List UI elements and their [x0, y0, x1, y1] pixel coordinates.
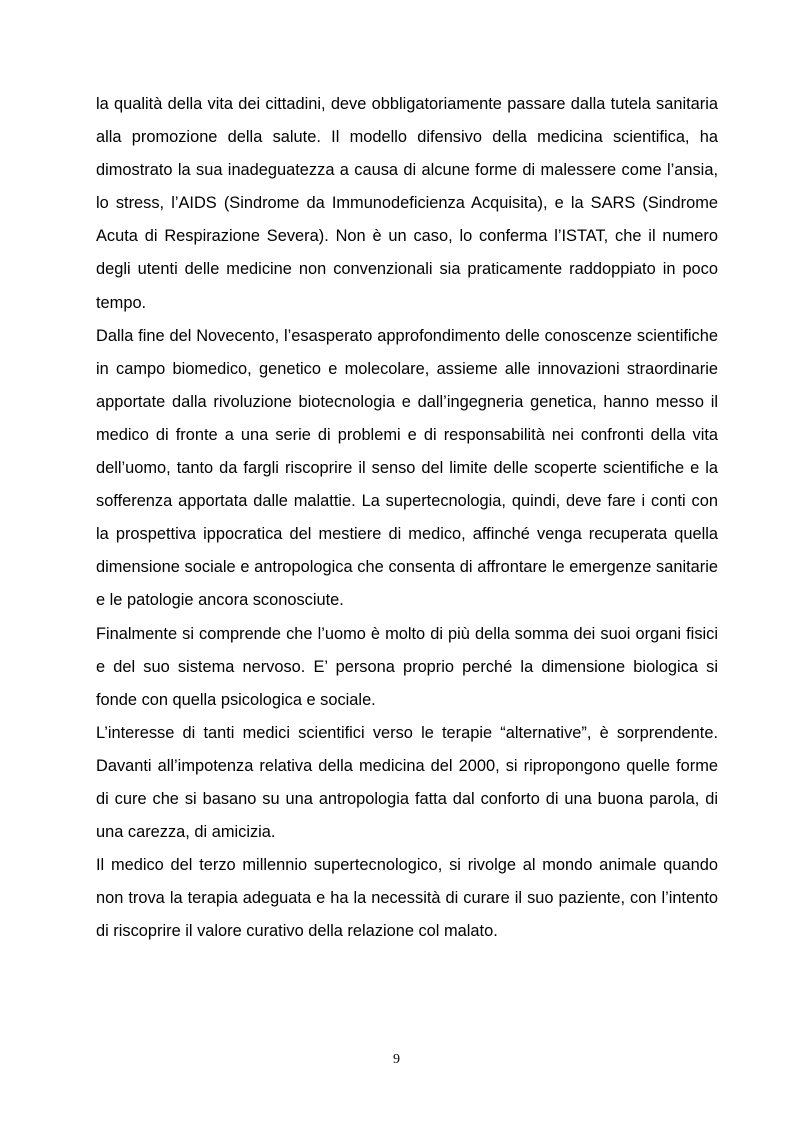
body-text	[96, 88, 718, 948]
paragraph-2: Dalla fine del Novecento, l’esasperato approfondimento delle conoscenze scientifiche in campo biomedico, genetico e molecolare, assieme alle innovazioni straordinarie apportate dalla rivoluzione biotecnologia e dall’ingegneria genetica, hanno messo il medico di fronte a una serie di problemi e di responsabilità nei confronti della vita dell’uomo, tanto da fargli riscoprire il senso del limite delle scoperte scientifiche e la sofferenza apportata dalle malattie. La supertecnologia, quindi, deve fare i conti con la prospettiva ippocratica del mestiere di medico, affinché venga recuperata quella dimensione sociale e antropologica che consenta di affrontare le emergenze sanitarie e le patologie ancora sconosciute.	[96, 326, 718, 610]
paragraph-4: L’interesse di tanti medici scientifici verso le terapie “alternative”, è sorprendente. Davanti all’impotenza relativa della medicina del 2000, si ripropongono quelle forme di cure che si basano su una antropologia fatta dal conforto di una buona parola, di una carezza, di amicizia.	[96, 723, 718, 842]
paragraph-5: Il medico del terzo millennio supertecnologico, si rivolge al mondo animale quando non trova la terapia adeguata e ha la necessità di curare il suo paziente, con l’intento di riscoprire il valore curativo della relazione col malato.	[96, 856, 718, 941]
paragraph-3: Finalmente si comprende che l’uomo è molto di più della somma dei suoi organi fisici e del suo sistema nervoso. E’ persona proprio perché la dimensione biologica si fonde con quella psicologica e sociale.	[96, 624, 718, 709]
page-number: 9	[393, 1052, 400, 1067]
paragraph-1: la qualità della vita dei cittadini, deve obbligatoriamente passare dalla tutela sanitaria alla promozione della salute. Il modello difensivo della medicina scientifica, ha dimostrato la sua inadeguatezza a causa di alcune forme di malessere come l’ansia, lo stress, l’AIDS (Sindrome da Immunodeficienza Acquisita), e la SARS (Sindrome Acuta di Respirazione Severa). Non è un caso, lo conferma l’ISTAT, che il numero degli utenti delle medicine non convenzionali sia praticamente raddoppiato in poco tempo.	[96, 95, 718, 312]
